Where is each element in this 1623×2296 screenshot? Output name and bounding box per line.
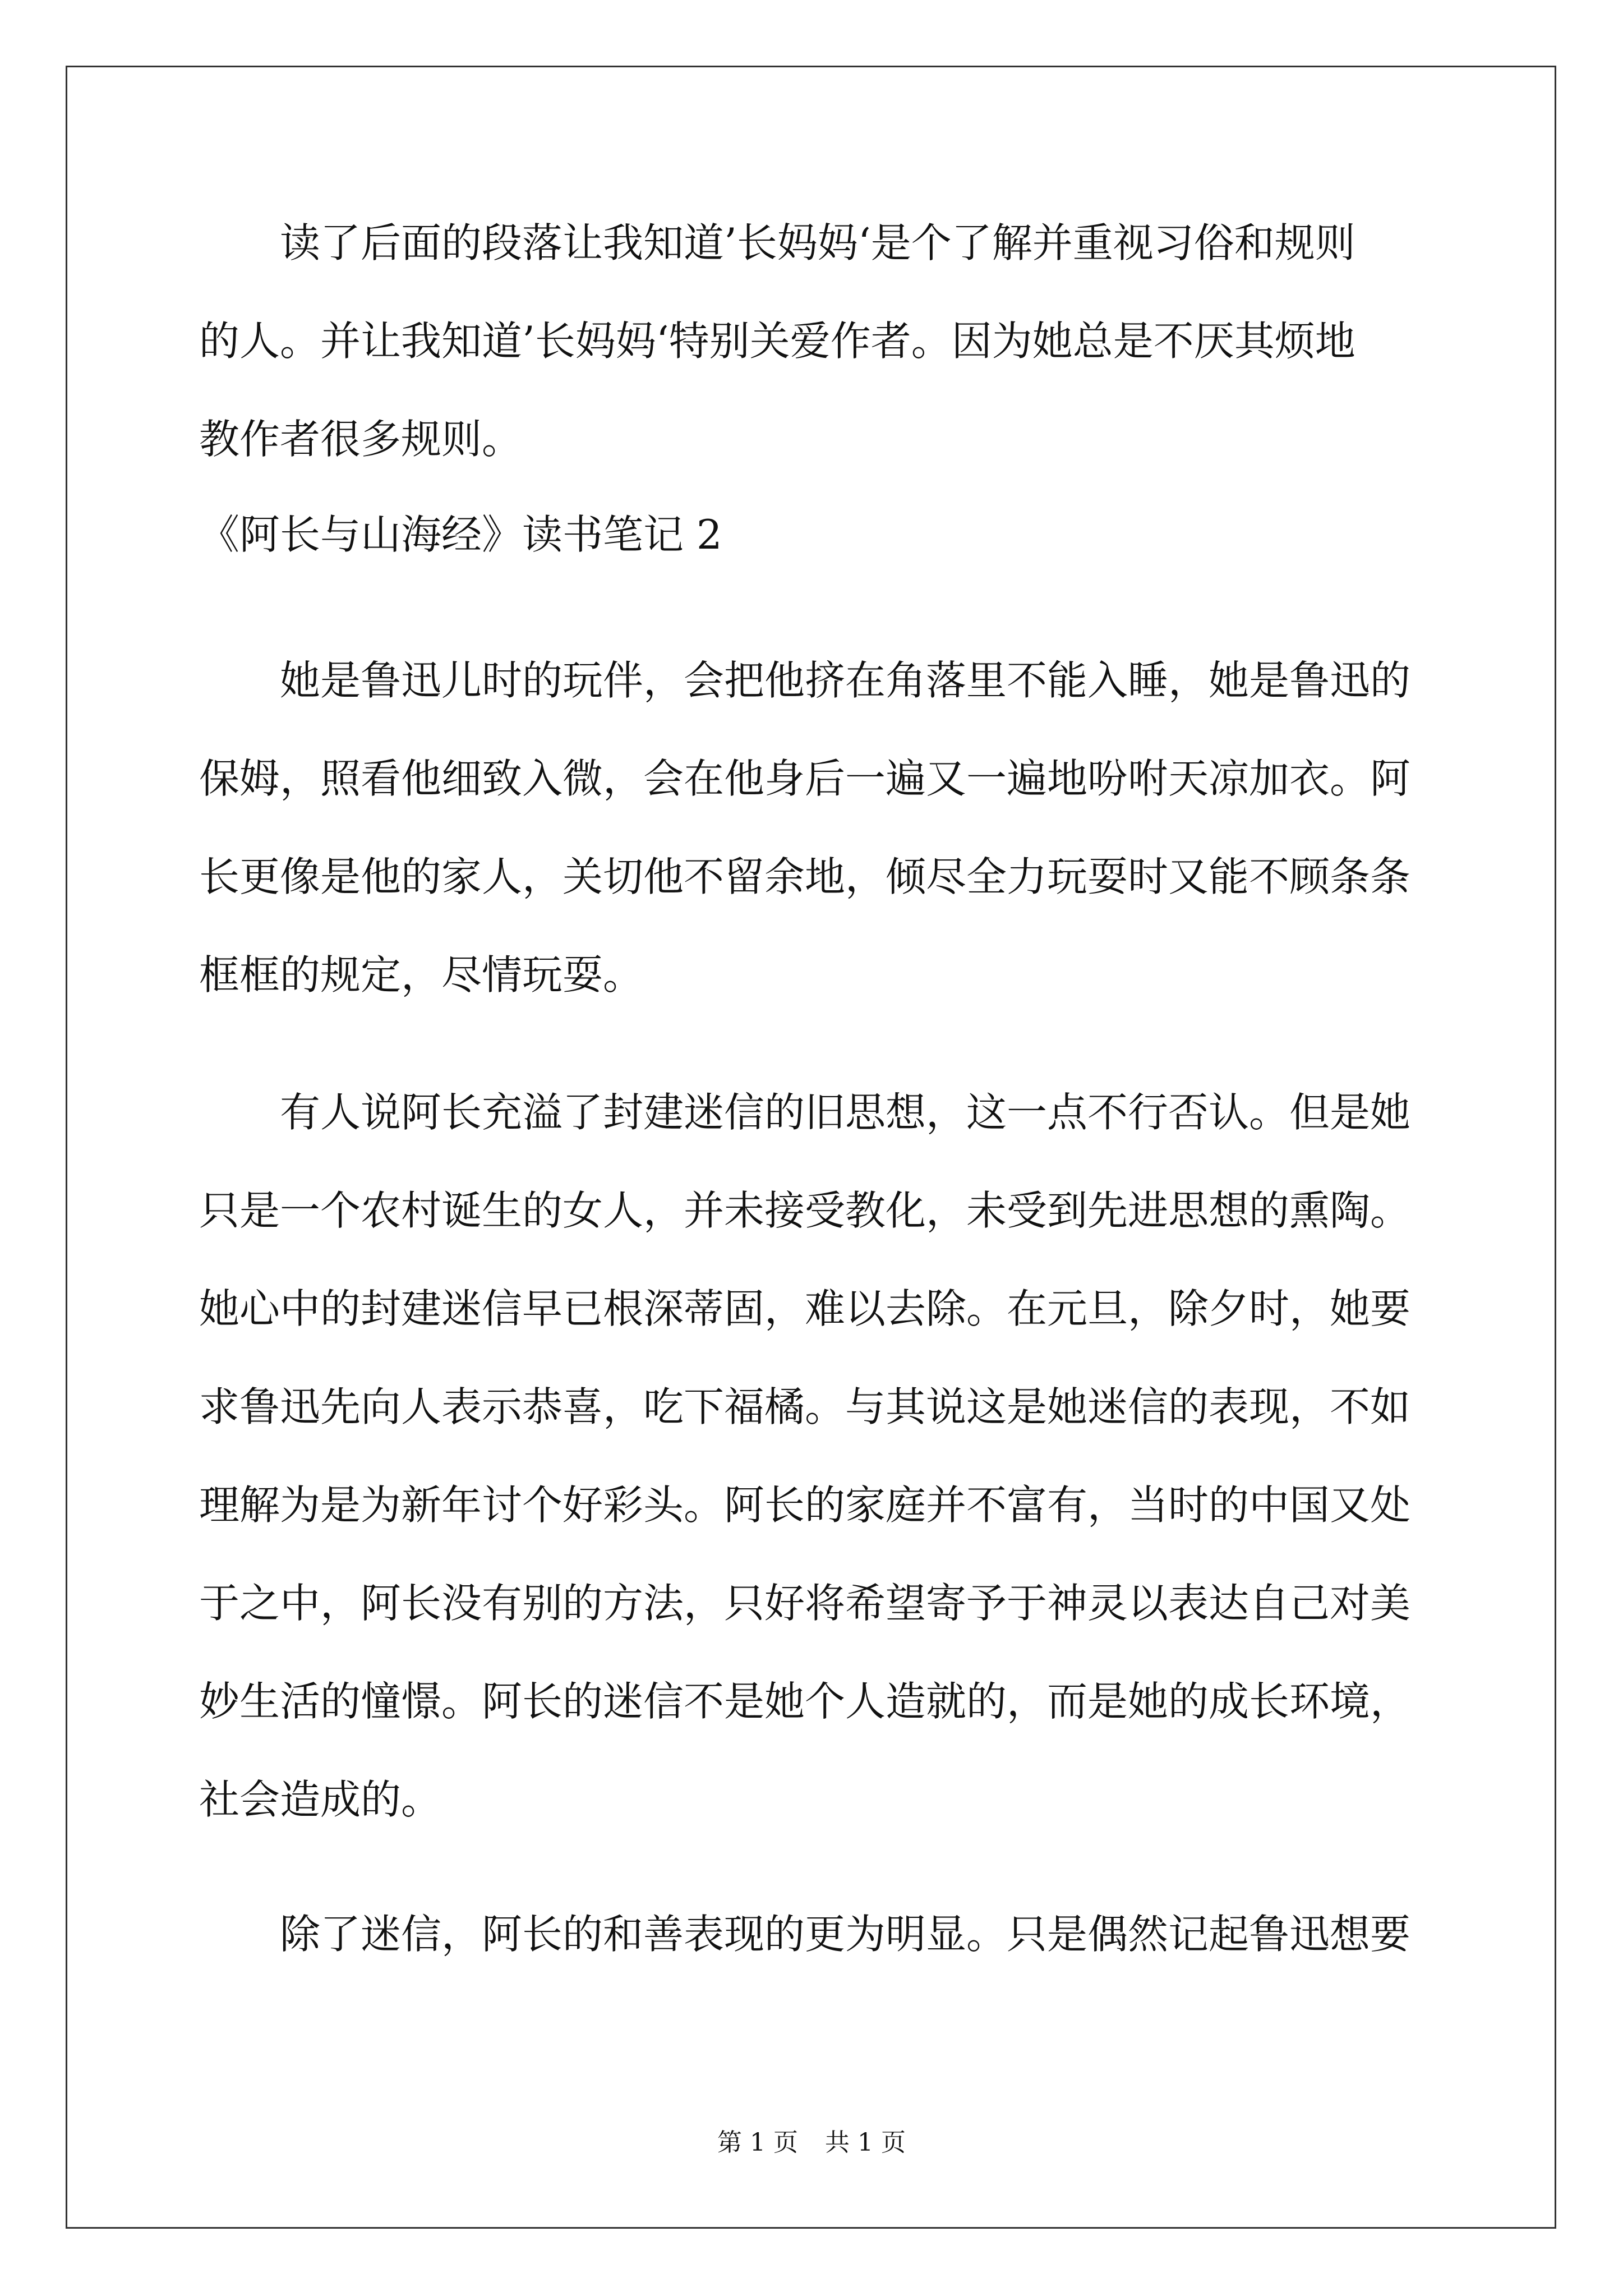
paragraph-3-line-3: 她心中的封建迷信早已根深蒂固，难以去除。在元旦，除夕时，她要	[199, 1285, 1411, 1332]
paragraph-1-line-2: 的人。并让我知道’长妈妈‘特别关爱作者。因为她总是不厌其烦地	[199, 318, 1355, 365]
paragraph-3-line-7: 妙生活的憧憬。阿长的迷信不是她个人造就的，而是她的成长环境，	[199, 1678, 1411, 1725]
page-border	[66, 66, 1556, 2229]
paragraph-2-line-4: 框框的规定，尽情玩耍。	[199, 951, 644, 999]
paragraph-2-line-2: 保姆，照看他细致入微，会在他身后一遍又一遍地吩咐天凉加衣。阿	[199, 755, 1411, 802]
paragraph-1-line-1: 读了后面的段落让我知道’长妈妈‘是个了解并重视习俗和规则	[280, 219, 1355, 266]
paragraph-3-line-1: 有人说阿长充溢了封建迷信的旧思想，这一点不行否认。但是她	[280, 1089, 1411, 1136]
page-footer	[0, 2126, 1623, 2160]
paragraph-3-line-8: 社会造成的。	[199, 1776, 442, 1823]
paragraph-2-line-3: 长更像是他的家人，关切他不留余地，倾尽全力玩耍时又能不顾条条	[199, 853, 1411, 900]
paragraph-4-line-1: 除了迷信，阿长的和善表现的更为明显。只是偶然记起鲁迅想要	[280, 1911, 1411, 1958]
page-number: 第 1 页	[717, 2128, 798, 2157]
paragraph-3-line-6: 于之中，阿长没有别的方法，只好将希望寄予于神灵以表达自己对美	[199, 1580, 1411, 1627]
page-total: 共 1 页	[825, 2128, 906, 2157]
paragraph-2-line-1: 她是鲁迅儿时的玩伴，会把他挤在角落里不能入睡，她是鲁迅的	[280, 657, 1411, 704]
paragraph-1-line-3: 教作者很多规则。	[199, 416, 523, 463]
section-heading: 《阿长与山海经》读书笔记 2	[199, 511, 722, 558]
paragraph-3-line-2: 只是一个农村诞生的女人，并未接受教化，未受到先进思想的熏陶。	[199, 1187, 1411, 1234]
paragraph-3-line-5: 理解为是为新年讨个好彩头。阿长的家庭并不富有，当时的中国又处	[199, 1481, 1411, 1529]
paragraph-3-line-4: 求鲁迅先向人表示恭喜，吃下福橘。与其说这是她迷信的表现，不如	[199, 1383, 1411, 1430]
